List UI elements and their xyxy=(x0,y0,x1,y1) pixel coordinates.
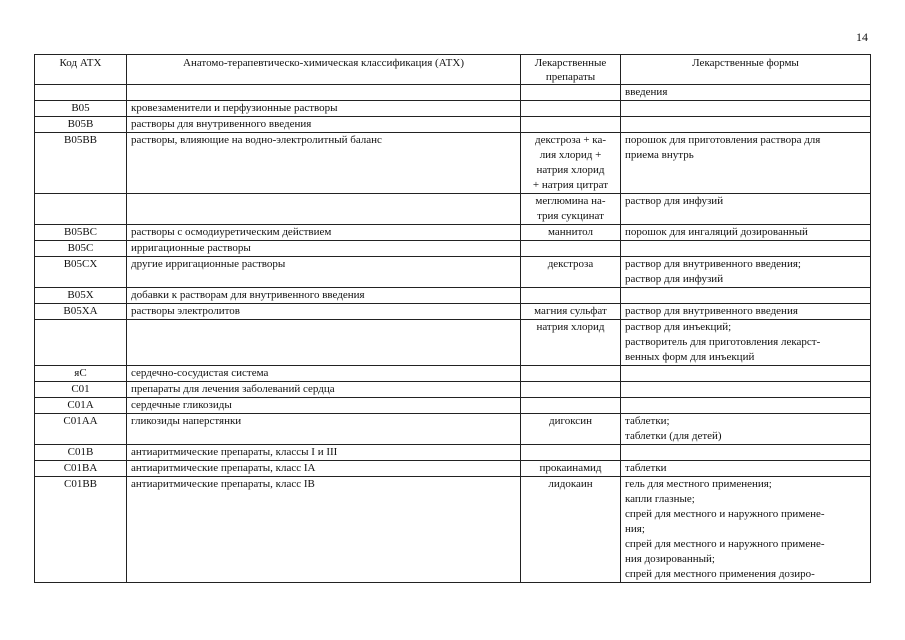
drug-line: прокаинамид xyxy=(539,462,602,474)
dosage-form-cell xyxy=(621,85,871,101)
classification-cell: антиаритмические препараты, класс IB xyxy=(127,477,521,583)
atx-code-cell: B05BC xyxy=(35,225,127,241)
dosage-form-cell xyxy=(621,320,871,366)
table-row xyxy=(35,257,871,288)
dosage-form-cell xyxy=(621,225,871,241)
atx-code-cell xyxy=(35,85,127,101)
atx-code-cell xyxy=(35,320,127,366)
atx-code-cell: B05C xyxy=(35,241,127,257)
drug-cell xyxy=(521,101,621,117)
drug-cell xyxy=(521,445,621,461)
table-header-row xyxy=(35,55,871,85)
classification-cell: препараты для лечения заболеваний сердца xyxy=(127,382,521,398)
classification-cell: ирригационные растворы xyxy=(127,241,521,257)
drug-line: натрия хлорид xyxy=(536,321,605,333)
dosage-form-cell xyxy=(621,477,871,583)
dosage-form-line: таблетки (для детей) xyxy=(625,430,722,442)
dosage-form-line: ния; xyxy=(625,523,645,535)
classification-cell: сердечно-сосудистая система xyxy=(127,366,521,382)
drug-cell xyxy=(521,304,621,320)
drug-cell xyxy=(521,194,621,225)
classification-cell: сердечные гликозиды xyxy=(127,398,521,414)
dosage-form-cell xyxy=(621,101,871,117)
atx-code-cell: яС xyxy=(35,366,127,382)
dosage-form-line: введения xyxy=(625,86,668,98)
table-row xyxy=(35,382,871,398)
atx-code-cell: C01B xyxy=(35,445,127,461)
table-row xyxy=(35,85,871,101)
table-row xyxy=(35,101,871,117)
table-body xyxy=(35,85,871,583)
header-atx-code: Код АТХ xyxy=(35,55,127,85)
classification-cell: растворы для внутривенного введения xyxy=(127,117,521,133)
drug-cell xyxy=(521,85,621,101)
classification-cell: антиаритмические препараты, класс IA xyxy=(127,461,521,477)
classification-cell: растворы, влияющие на водно-электролитный баланс xyxy=(127,133,521,194)
classification-cell: антиаритмические препараты, классы I и III xyxy=(127,445,521,461)
dosage-form-cell xyxy=(621,133,871,194)
atx-code-cell: B05CX xyxy=(35,257,127,288)
classification-cell: гликозиды наперстянки xyxy=(127,414,521,445)
drug-cell xyxy=(521,414,621,445)
dosage-form-cell xyxy=(621,398,871,414)
table-row xyxy=(35,461,871,477)
dosage-form-line: порошок для ингаляций дозированный xyxy=(625,226,808,238)
dosage-form-cell xyxy=(621,382,871,398)
dosage-form-line: раствор для инъекций; xyxy=(625,321,732,333)
dosage-form-line: ния дозированный; xyxy=(625,553,715,565)
drug-cell xyxy=(521,117,621,133)
drug-line: лидокаин xyxy=(548,478,593,490)
dosage-form-line: раствор для внутривенного введения; xyxy=(625,258,801,270)
dosage-form-line: таблетки; xyxy=(625,415,670,427)
table-row xyxy=(35,398,871,414)
atx-code-cell: C01A xyxy=(35,398,127,414)
dosage-form-cell xyxy=(621,366,871,382)
dosage-form-cell xyxy=(621,117,871,133)
dosage-form-line: спрей для местного применения дозиро- xyxy=(625,568,815,580)
header-drugs: Лекарственные препараты xyxy=(521,55,621,85)
drug-cell xyxy=(521,461,621,477)
table-row xyxy=(35,117,871,133)
dosage-form-cell xyxy=(621,445,871,461)
drug-line: магния сульфат xyxy=(534,305,607,317)
dosage-form-line: венных форм для инъекций xyxy=(625,351,755,363)
drug-line: декстроза + ка- xyxy=(534,134,607,146)
header-classification: Анатомо-терапевтическо-химическая классификация (АТХ) xyxy=(127,55,521,85)
dosage-form-line: приема внутрь xyxy=(625,149,694,161)
table-row xyxy=(35,133,871,194)
atx-code-cell: B05 xyxy=(35,101,127,117)
atx-code-cell: C01BB xyxy=(35,477,127,583)
table-row xyxy=(35,320,871,366)
table-row xyxy=(35,477,871,583)
drug-line: + натрия цитрат xyxy=(532,179,609,191)
table-row xyxy=(35,194,871,225)
drug-cell xyxy=(521,288,621,304)
dosage-form-cell xyxy=(621,414,871,445)
dosage-form-line: капли глазные; xyxy=(625,493,695,505)
dosage-form-line: раствор для внутривенного введения xyxy=(625,305,798,317)
atx-code-cell xyxy=(35,194,127,225)
drug-line: маннитол xyxy=(548,226,593,238)
classification-cell: растворы с осмодиуретическим действием xyxy=(127,225,521,241)
drug-line: меглюмина на- xyxy=(535,195,606,207)
drug-cell xyxy=(521,133,621,194)
atx-code-cell: B05XA xyxy=(35,304,127,320)
atx-code-cell: B05X xyxy=(35,288,127,304)
atx-table xyxy=(34,54,871,583)
classification-cell: кровезаменители и перфузионные растворы xyxy=(127,101,521,117)
dosage-form-cell xyxy=(621,241,871,257)
dosage-form-line: гель для местного применения; xyxy=(625,478,772,490)
page-number: 14 xyxy=(856,30,868,44)
atx-code-cell: B05B xyxy=(35,117,127,133)
classification-cell: добавки к растворам для внутривенного введения xyxy=(127,288,521,304)
classification-cell: другие ирригационные растворы xyxy=(127,257,521,288)
classification-cell xyxy=(127,320,521,366)
atx-code-cell: C01BA xyxy=(35,461,127,477)
dosage-form-line: порошок для приготовления раствора для xyxy=(625,134,821,146)
drug-line: трия сукцинат xyxy=(537,210,604,222)
drug-cell xyxy=(521,366,621,382)
drug-cell xyxy=(521,398,621,414)
table-row xyxy=(35,225,871,241)
drug-line: лия хлорид + xyxy=(539,149,602,161)
atx-code-cell: C01 xyxy=(35,382,127,398)
drug-cell xyxy=(521,320,621,366)
table-row xyxy=(35,445,871,461)
dosage-form-cell xyxy=(621,461,871,477)
dosage-form-cell xyxy=(621,304,871,320)
table-row xyxy=(35,414,871,445)
drug-line: натрия хлорид xyxy=(536,164,605,176)
table-row xyxy=(35,304,871,320)
drug-line: дигоксин xyxy=(549,415,592,427)
atx-code-cell: B05BB xyxy=(35,133,127,194)
classification-cell: растворы электролитов xyxy=(127,304,521,320)
table-row xyxy=(35,366,871,382)
table-row xyxy=(35,241,871,257)
dosage-form-cell xyxy=(621,288,871,304)
dosage-form-line: растворитель для приготовления лекарст- xyxy=(625,336,821,348)
dosage-form-line: спрей для местного и наружного примене- xyxy=(625,538,825,550)
drug-cell xyxy=(521,257,621,288)
atx-code-cell: C01AA xyxy=(35,414,127,445)
dosage-form-line: раствор для инфузий xyxy=(625,273,724,285)
drug-cell xyxy=(521,225,621,241)
dosage-form-line: таблетки xyxy=(625,462,667,474)
classification-cell xyxy=(127,85,521,101)
classification-cell xyxy=(127,194,521,225)
drug-cell xyxy=(521,382,621,398)
dosage-form-line: раствор для инфузий xyxy=(625,195,724,207)
table-row xyxy=(35,288,871,304)
drug-line: декстроза xyxy=(547,258,594,270)
header-dosage-forms: Лекарственные формы xyxy=(621,55,871,85)
drug-cell xyxy=(521,477,621,583)
dosage-form-line: спрей для местного и наружного примене- xyxy=(625,508,825,520)
dosage-form-cell xyxy=(621,257,871,288)
drug-cell xyxy=(521,241,621,257)
dosage-form-cell xyxy=(621,194,871,225)
